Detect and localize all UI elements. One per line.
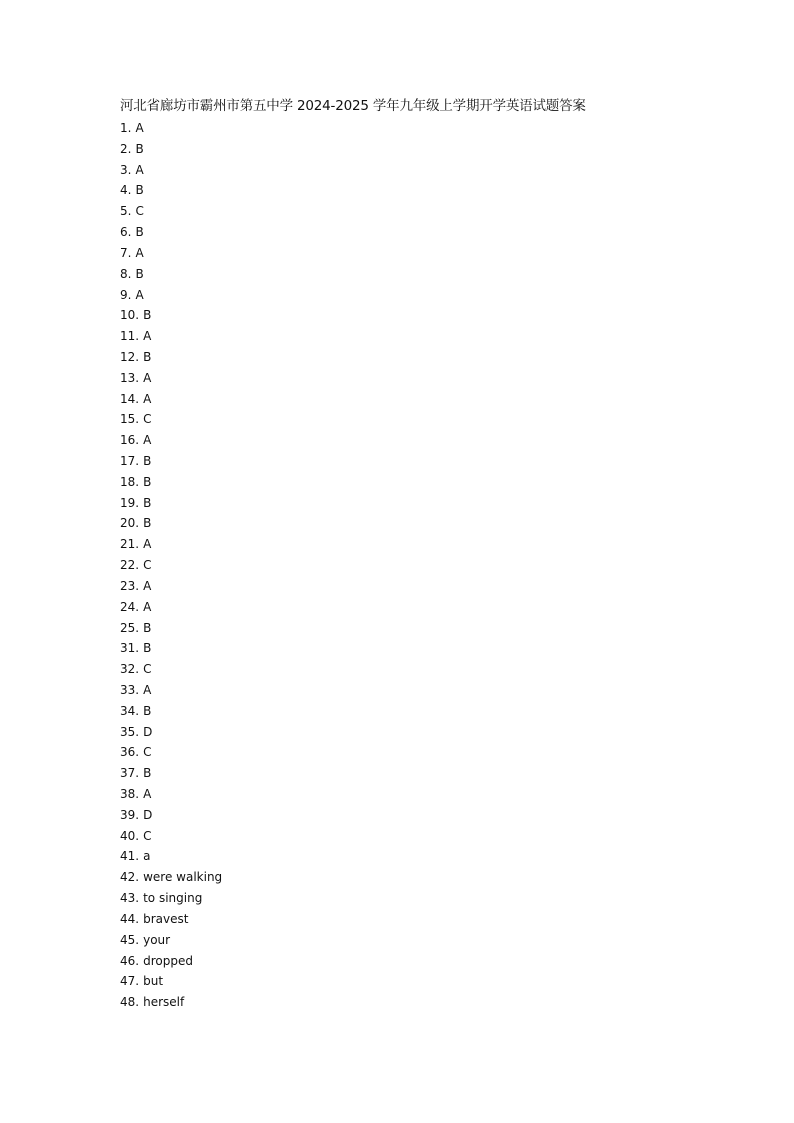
question-number: 3.: [120, 162, 132, 177]
answer-value: C: [143, 662, 152, 677]
answer-item: [120, 888, 222, 909]
question-number: 15.: [120, 412, 140, 427]
question-number: 18.: [120, 474, 140, 489]
answer-value: B: [143, 454, 152, 468]
answer-list: [120, 118, 222, 1013]
answer-item: [120, 368, 222, 389]
answer-value: herself: [143, 995, 185, 1010]
answer-item: [120, 909, 222, 930]
answer-item: [120, 742, 222, 763]
answer-item: [120, 201, 222, 222]
answer-item: [120, 659, 222, 680]
question-number: 13.: [120, 370, 140, 385]
question-number: 24.: [120, 599, 140, 614]
answer-item: [120, 222, 222, 243]
answer-item: [120, 701, 222, 722]
answer-item: [120, 722, 222, 743]
question-number: 35.: [120, 724, 140, 739]
question-number: 19.: [120, 495, 140, 510]
answer-item: [120, 118, 222, 139]
answer-item: [120, 451, 222, 472]
question-number: 42.: [120, 870, 140, 885]
question-number: 44.: [120, 911, 140, 926]
answer-value: B: [143, 703, 152, 718]
answer-value: A: [135, 121, 144, 135]
answer-value: C: [143, 558, 152, 573]
answer-value: B: [143, 516, 152, 531]
answer-value: C: [135, 204, 144, 219]
answer-value: B: [143, 308, 152, 323]
answer-item: [120, 597, 222, 618]
question-number: 46.: [120, 953, 140, 968]
question-number: 36.: [120, 745, 140, 760]
answer-item: [120, 805, 222, 826]
answer-value: B: [143, 766, 152, 781]
answer-item: [120, 305, 222, 326]
question-number: 8.: [120, 266, 132, 281]
answer-value: were walking: [143, 870, 223, 885]
question-number: 39.: [120, 807, 140, 822]
answer-item: [120, 326, 222, 347]
answer-value: bravest: [143, 911, 189, 926]
question-number: 5.: [120, 204, 132, 219]
answer-value: A: [135, 287, 144, 302]
answer-value: D: [143, 724, 153, 739]
answer-value: A: [143, 370, 152, 385]
answer-value: A: [143, 682, 152, 697]
answer-item: [120, 763, 222, 784]
question-number: 10.: [120, 308, 140, 323]
question-number: 48.: [120, 995, 140, 1010]
answer-value: D: [143, 807, 153, 822]
answer-item: [120, 555, 222, 576]
question-number: 43.: [120, 891, 140, 906]
question-number: 9.: [120, 287, 132, 302]
answer-item: [120, 430, 222, 451]
question-number: 45.: [120, 932, 140, 947]
question-number: 12.: [120, 349, 140, 364]
answer-item: [120, 243, 222, 264]
answer-item: [120, 638, 222, 659]
answer-item: [120, 867, 222, 888]
answer-value: your: [143, 932, 171, 947]
answer-item: [120, 160, 222, 181]
question-number: 41.: [120, 849, 140, 864]
answer-value: B: [143, 349, 152, 364]
answer-value: A: [143, 391, 152, 406]
question-number: 6.: [120, 225, 132, 240]
question-number: 22.: [120, 558, 140, 573]
answer-value: B: [135, 141, 144, 156]
answer-value: B: [135, 183, 144, 198]
answer-item: [120, 493, 222, 514]
question-number: 21.: [120, 537, 140, 552]
answer-item: [120, 971, 222, 992]
answer-item: [120, 513, 222, 534]
answer-item: [120, 347, 222, 368]
question-number: 1.: [120, 121, 132, 135]
answer-item: [120, 389, 222, 410]
question-number: 40.: [120, 828, 140, 843]
question-number: 32.: [120, 662, 140, 677]
question-number: 23.: [120, 578, 140, 593]
answer-item: [120, 534, 222, 555]
answer-item: [120, 846, 222, 867]
question-number: 47.: [120, 974, 140, 989]
question-number: 20.: [120, 516, 140, 531]
document-title: 河北省廊坊市霸州市第五中学 2024-2025 学年九年级上学期开学英语试题答案: [120, 98, 586, 114]
answer-value: a: [143, 849, 151, 864]
question-number: 17.: [120, 454, 140, 468]
answer-value: A: [143, 787, 152, 801]
answer-item: [120, 680, 222, 701]
answer-item: [120, 409, 222, 430]
answer-item: [120, 930, 222, 951]
question-number: 31.: [120, 641, 140, 656]
answer-value: but: [143, 974, 164, 989]
question-number: 14.: [120, 391, 140, 406]
question-number: 25.: [120, 620, 140, 635]
question-number: 37.: [120, 766, 140, 781]
answer-value: B: [143, 641, 152, 656]
answer-item: [120, 784, 222, 805]
answer-item: [120, 826, 222, 847]
answer-item: [120, 285, 222, 306]
answer-value: A: [143, 329, 152, 344]
answer-value: A: [143, 578, 152, 593]
answer-value: B: [143, 495, 152, 510]
answer-value: to singing: [143, 891, 203, 906]
question-number: 33.: [120, 682, 140, 697]
answer-item: [120, 264, 222, 285]
answer-value: B: [143, 474, 152, 489]
answer-value: A: [143, 537, 152, 552]
answer-value: B: [135, 266, 144, 281]
question-number: 16.: [120, 433, 140, 448]
answer-item: [120, 139, 222, 160]
question-number: 38.: [120, 787, 140, 801]
answer-item: [120, 618, 222, 639]
answer-value: A: [135, 162, 144, 177]
answer-value: B: [135, 225, 144, 240]
question-number: 4.: [120, 183, 132, 198]
answer-value: A: [135, 245, 144, 260]
question-number: 7.: [120, 245, 132, 260]
answer-value: B: [143, 620, 152, 635]
answer-item: [120, 472, 222, 493]
question-number: 2.: [120, 141, 132, 156]
answer-value: C: [143, 412, 152, 427]
answer-item: [120, 576, 222, 597]
answer-item: [120, 992, 222, 1013]
question-number: 34.: [120, 703, 140, 718]
answer-value: C: [143, 828, 152, 843]
answer-item: [120, 180, 222, 201]
question-number: 11.: [120, 329, 140, 344]
answer-value: A: [143, 599, 152, 614]
answer-value: dropped: [143, 953, 193, 968]
answer-value: C: [143, 745, 152, 760]
answer-value: A: [143, 433, 152, 448]
answer-item: [120, 951, 222, 972]
